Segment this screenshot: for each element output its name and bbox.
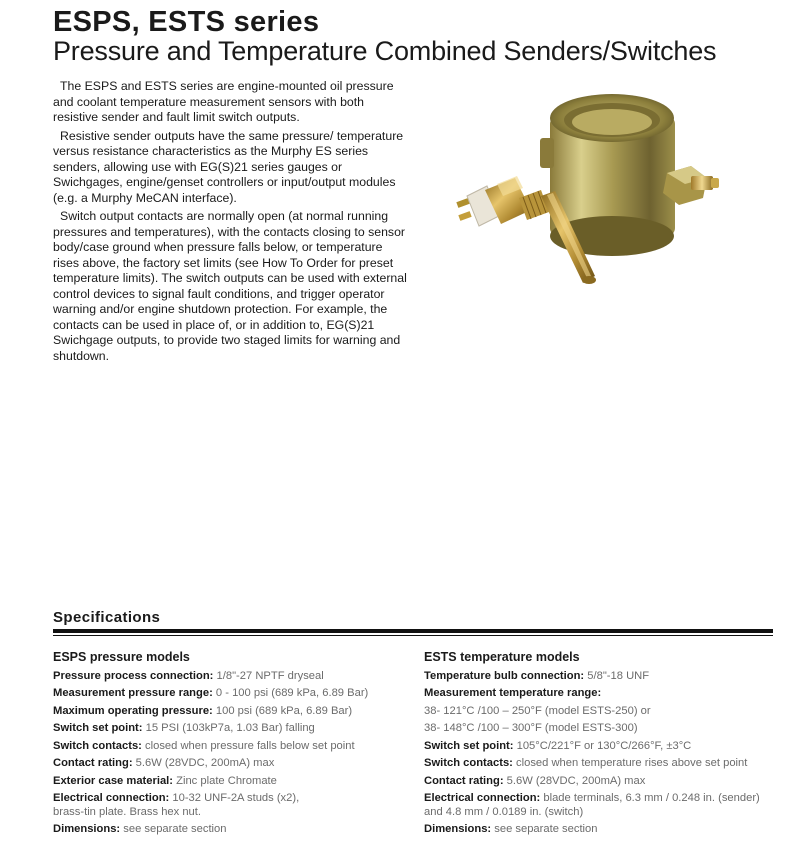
spec-key: Switch set point: bbox=[53, 722, 143, 734]
spec-row bbox=[53, 775, 398, 789]
spec-key: Electrical connection: bbox=[53, 792, 170, 804]
page-subtitle: Pressure and Temperature Combined Senders/Switches bbox=[53, 36, 717, 66]
spec-key: Contact rating: bbox=[424, 774, 504, 787]
spec-value: 15 PSI (103kP7a, 1.03 Bar) falling bbox=[145, 722, 315, 734]
page-title: ESPS, ESTS series bbox=[53, 6, 320, 38]
spec-key: Electrical connection: bbox=[424, 792, 541, 804]
ests-column-title: ESTS temperature models bbox=[424, 650, 580, 664]
spec-key: Switch contacts: bbox=[424, 757, 513, 769]
spec-row bbox=[424, 792, 774, 819]
spec-row bbox=[424, 823, 774, 837]
spec-key: Measurement pressure range: bbox=[53, 687, 213, 699]
intro-paragraph: The ESPS and ESTS series are engine-mounted oil pressure and coolant temperature measurement sensors with both resistive sender and fault limit switch outputs. bbox=[53, 79, 394, 124]
spec-key: Switch contacts: bbox=[53, 739, 142, 752]
spec-value: 38- 121°C /100 – 250°F (model ESTS-250) or bbox=[424, 704, 651, 717]
spec-key: Pressure process connection: bbox=[53, 669, 214, 682]
spec-row bbox=[53, 823, 398, 837]
spec-value: 5.6W (28VDC, 200mA) max bbox=[506, 774, 646, 787]
spec-row bbox=[424, 740, 774, 754]
spec-key: Switch set point: bbox=[424, 739, 514, 752]
spec-row bbox=[53, 792, 303, 819]
spec-value: see separate section bbox=[123, 823, 227, 835]
spec-value: 0 - 100 psi (689 kPa, 6.89 Bar) bbox=[215, 687, 369, 699]
spec-key: Measurement temperature range: bbox=[424, 687, 602, 699]
spec-value: blade terminals, 6.3 mm / 0.248 in. (sender) and 4.8 mm / 0.0189 in. (switch) bbox=[424, 792, 760, 818]
spec-value: Zinc plate Chromate bbox=[176, 774, 277, 787]
spec-row bbox=[424, 670, 774, 684]
spec-row bbox=[424, 705, 774, 719]
spec-value: see separate section bbox=[494, 823, 598, 835]
spec-key: Dimensions: bbox=[53, 823, 121, 835]
intro-text bbox=[53, 79, 408, 367]
spec-key: Dimensions: bbox=[424, 823, 492, 835]
spec-row bbox=[424, 775, 774, 789]
spec-value: closed when temperature rises above set point bbox=[516, 757, 748, 769]
spec-value: closed when pressure falls below set point bbox=[145, 739, 355, 752]
heading-rule-thin bbox=[53, 635, 773, 636]
spec-row bbox=[53, 687, 398, 701]
spec-row bbox=[424, 687, 774, 701]
spec-key: Contact rating: bbox=[53, 757, 133, 769]
spec-value: 1/8"-27 NPTF dryseal bbox=[216, 669, 324, 682]
spec-value: 100 psi (689 kPa, 6.89 Bar) bbox=[215, 704, 353, 717]
intro-paragraph: Resistive sender outputs have the same pressure/ temperature versus resistance characteristics as the Murphy ES series senders, allowing use with EG(S)21 series gauges or Swichgages, engine/genset controllers or input/output modules (e.g. a Murphy MeCAN interface). bbox=[53, 128, 404, 205]
spec-value: 5/8"-18 UNF bbox=[587, 669, 650, 682]
specifications-heading: Specifications bbox=[53, 609, 161, 626]
spec-key: Maximum operating pressure: bbox=[53, 704, 213, 717]
spec-row bbox=[424, 757, 774, 771]
spec-row bbox=[53, 740, 398, 754]
heading-rule bbox=[53, 629, 773, 633]
spec-key: Temperature bulb connection: bbox=[424, 669, 585, 682]
spec-value: 105°C/221°F or 130°C/266°F, ±3°C bbox=[516, 739, 692, 752]
ests-specs-column bbox=[424, 651, 774, 841]
spec-row bbox=[424, 722, 774, 736]
spec-value: 10-32 UNF-2A studs (x2), brass-tin plate. Brass hex nut. bbox=[53, 792, 300, 818]
spec-row bbox=[53, 722, 398, 736]
esps-column-title: ESPS pressure models bbox=[53, 650, 190, 664]
spec-row bbox=[53, 705, 398, 719]
intro-paragraph: Switch output contacts are normally open (at normal running pressures and temperatures), with the contacts closing to sensor body/case ground when pressure falls below, or temperature rises above, the factory set limits (see How To Order for preset temperature limits). The switch outputs can be used with external control devices to signal fault conditions, and trigger operator warning and/or engine shutdown protection. For example, the contacts can be used in place of, or in addition to, EG(S)21 Swichgage outputs, to provide two staged limits for warning and shutdown. bbox=[53, 209, 407, 363]
spec-row bbox=[53, 670, 398, 684]
esps-specs-column bbox=[53, 651, 398, 841]
spec-row bbox=[53, 757, 398, 771]
spec-value: 5.6W (28VDC, 200mA) max bbox=[135, 757, 275, 769]
spec-value: 38- 148°C /100 – 300°F (model ESTS-300) bbox=[424, 722, 638, 734]
product-photo bbox=[445, 78, 725, 303]
spec-key: Exterior case material: bbox=[53, 774, 174, 787]
